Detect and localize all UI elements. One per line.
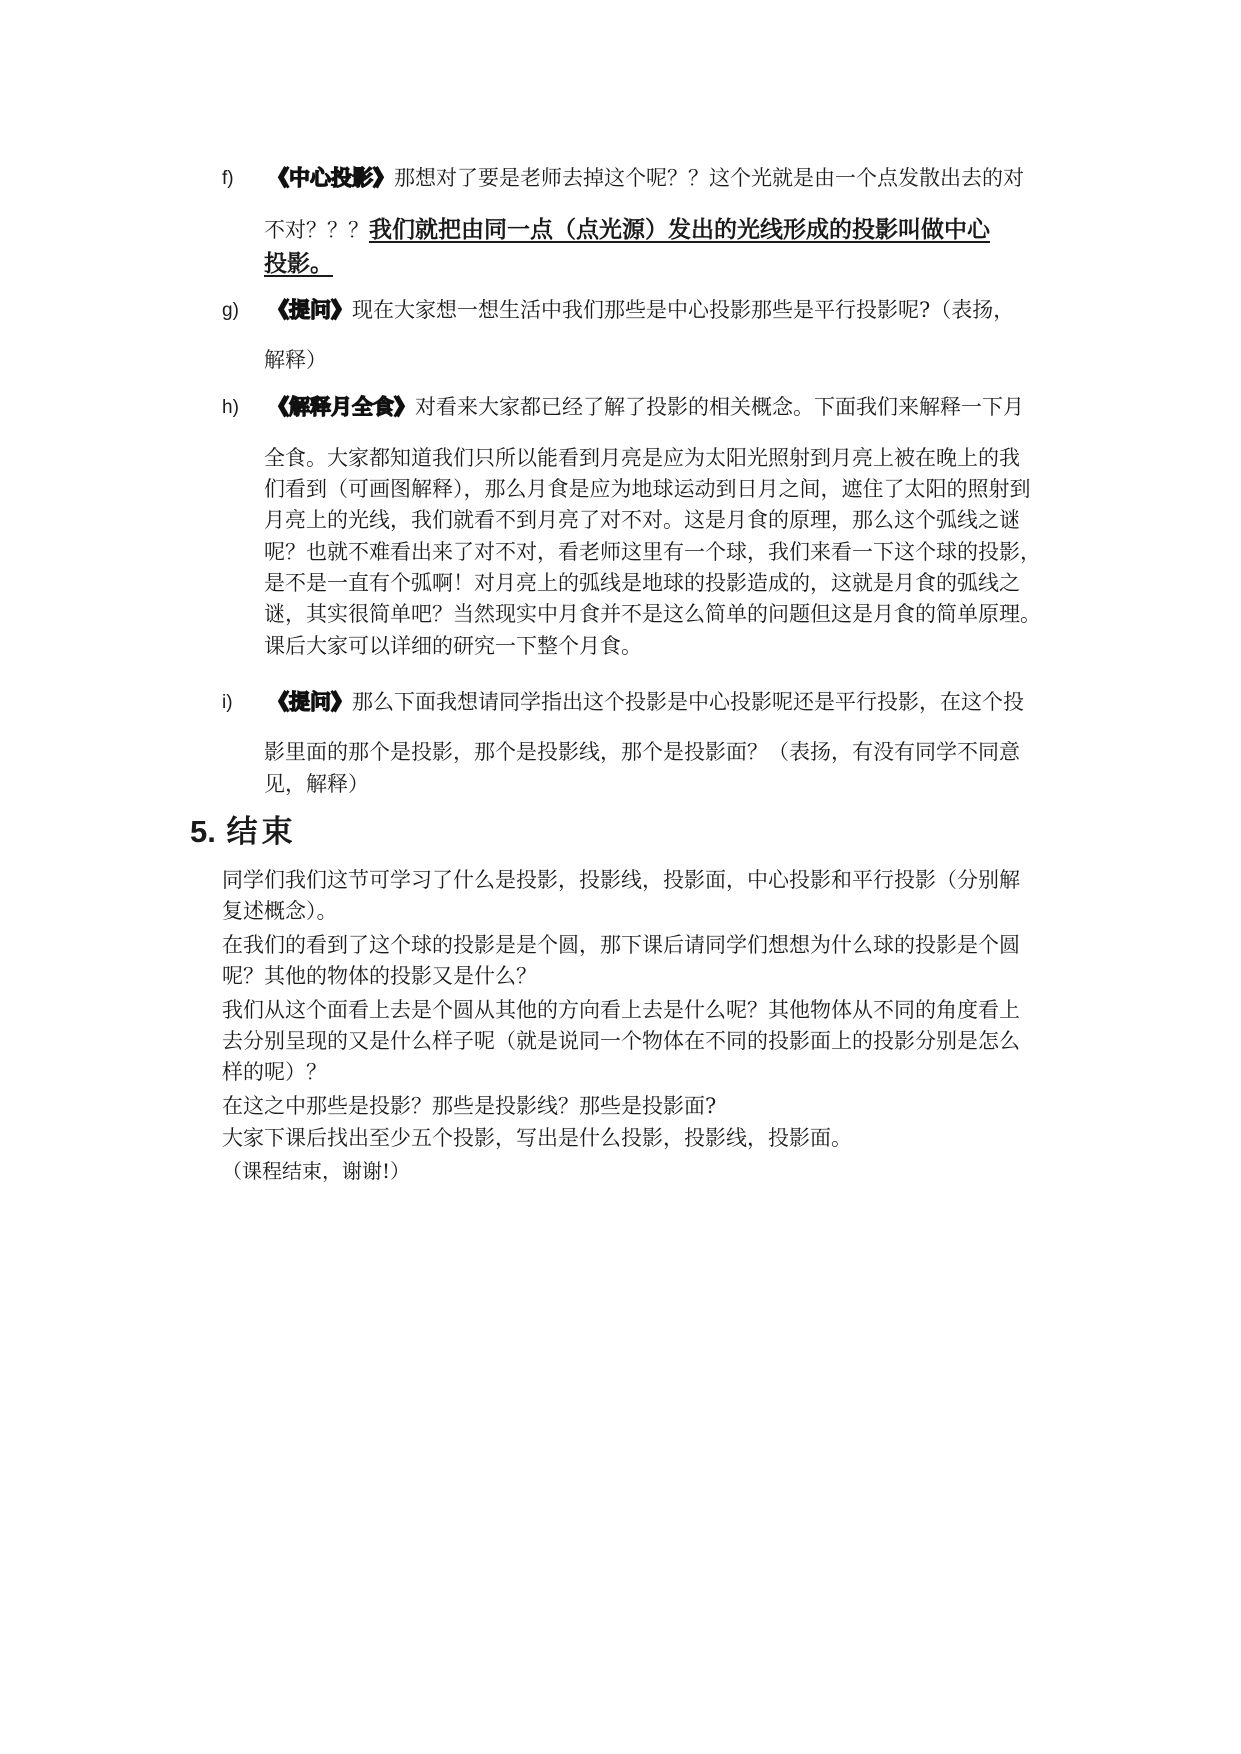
item-line: 是不是一直有个弧啊！对月亮上的弧线是地球的投影造成的，这就是月食的弧线之	[264, 571, 1020, 595]
conclusion-line: 去分别呈现的又是什么样子呢（就是说同一个物体在不同的投影面上的投影分别是怎么	[222, 1029, 1020, 1053]
conclusion-line: 大家下课后找出至少五个投影，写出是什么投影，投影线，投影面。	[222, 1126, 852, 1150]
section-tag: 《提问》	[268, 298, 352, 322]
item-line	[268, 393, 1024, 421]
item-line: 们看到（可画图解释），那么月食是应为地球运动到日月之间，遮住了太阳的照射到	[264, 477, 1031, 501]
conclusion-line: 在这之中那些是投影？那些是投影线？那些是投影面?	[222, 1094, 717, 1118]
item-text: 对看来大家都已经了解了投影的相关概念。下面我们来解释一下月	[415, 395, 1024, 419]
item-line	[264, 216, 990, 244]
conclusion-line: 呢？其他的物体的投影又是什么？	[222, 964, 537, 988]
conclusion-line: 样的呢）？	[222, 1060, 327, 1084]
item-text: 现在大家想一想生活中我们那些是中心投影那些是平行投影呢?（表扬，	[352, 298, 1015, 322]
conclusion-line: 同学们我们这节可学习了什么是投影，投影线，投影面，中心投影和平行投影（分别解	[222, 868, 1020, 892]
item-line	[264, 346, 327, 374]
item-line: 影里面的那个是投影，那个是投影线，那个是投影面？（表扬，有没有同学不同意	[264, 740, 1020, 764]
definition-text: 我们就把由同一点（点光源）发出的光线形成的投影叫做中心	[369, 217, 990, 243]
item-line	[268, 164, 1024, 192]
item-text: 那想对了要是老师去掉这个呢？？这个光就是由一个点发散出去的对	[394, 166, 1024, 190]
conclusion-line: 复述概念）。	[222, 899, 338, 923]
item-line: 呢？也就不难看出来了对不对，看老师这里有一个球，我们来看一下这个球的投影，	[264, 540, 1041, 564]
section-heading	[190, 806, 297, 851]
item-line: 月亮上的光线，我们就看不到月亮了对不对。这是月食的原理，那么这个弧线之谜	[264, 508, 1020, 532]
item-marker: i)	[222, 692, 233, 713]
item-line: 课后大家可以详细的研究一下整个月食。	[264, 634, 642, 658]
section-tag: 《解释月全食》	[268, 395, 415, 419]
item-line	[264, 250, 333, 278]
item-marker: f)	[222, 168, 234, 189]
section-tag: 《提问》	[268, 690, 352, 714]
item-marker: g)	[222, 300, 239, 321]
item-text: 那么下面我想请同学指出这个投影是中心投影呢还是平行投影，在这个投	[352, 690, 1024, 714]
item-text: 解释）	[264, 348, 327, 372]
item-line: 全食。大家都知道我们只所以能看到月亮是应为太阳光照射到月亮上被在晚上的我	[264, 446, 1020, 470]
item-line: 见，解释）	[264, 772, 369, 796]
section-number: 5.	[190, 814, 216, 849]
conclusion-line: （课程结束，谢谢!）	[222, 1159, 411, 1183]
conclusion-line: 我们从这个面看上去是个圆从其他的方向看上去是什么呢？其他物体从不同的角度看上	[222, 998, 1020, 1022]
section-tag: 《中心投影》	[268, 166, 394, 190]
section-title: 结束	[226, 814, 297, 850]
item-line	[268, 296, 1014, 324]
conclusion-line: 在我们的看到了这个球的投影是是个圆，那下课后请同学们想想为什么球的投影是个圆	[222, 933, 1020, 957]
definition-text: 投影。	[264, 251, 333, 277]
item-marker: h)	[222, 397, 239, 418]
item-line	[268, 688, 1024, 716]
item-line: 谜，其实很简单吧？当然现实中月食并不是这么简单的问题但这是月食的简单原理。	[264, 602, 1041, 626]
item-text: 不对？？？	[264, 218, 369, 242]
